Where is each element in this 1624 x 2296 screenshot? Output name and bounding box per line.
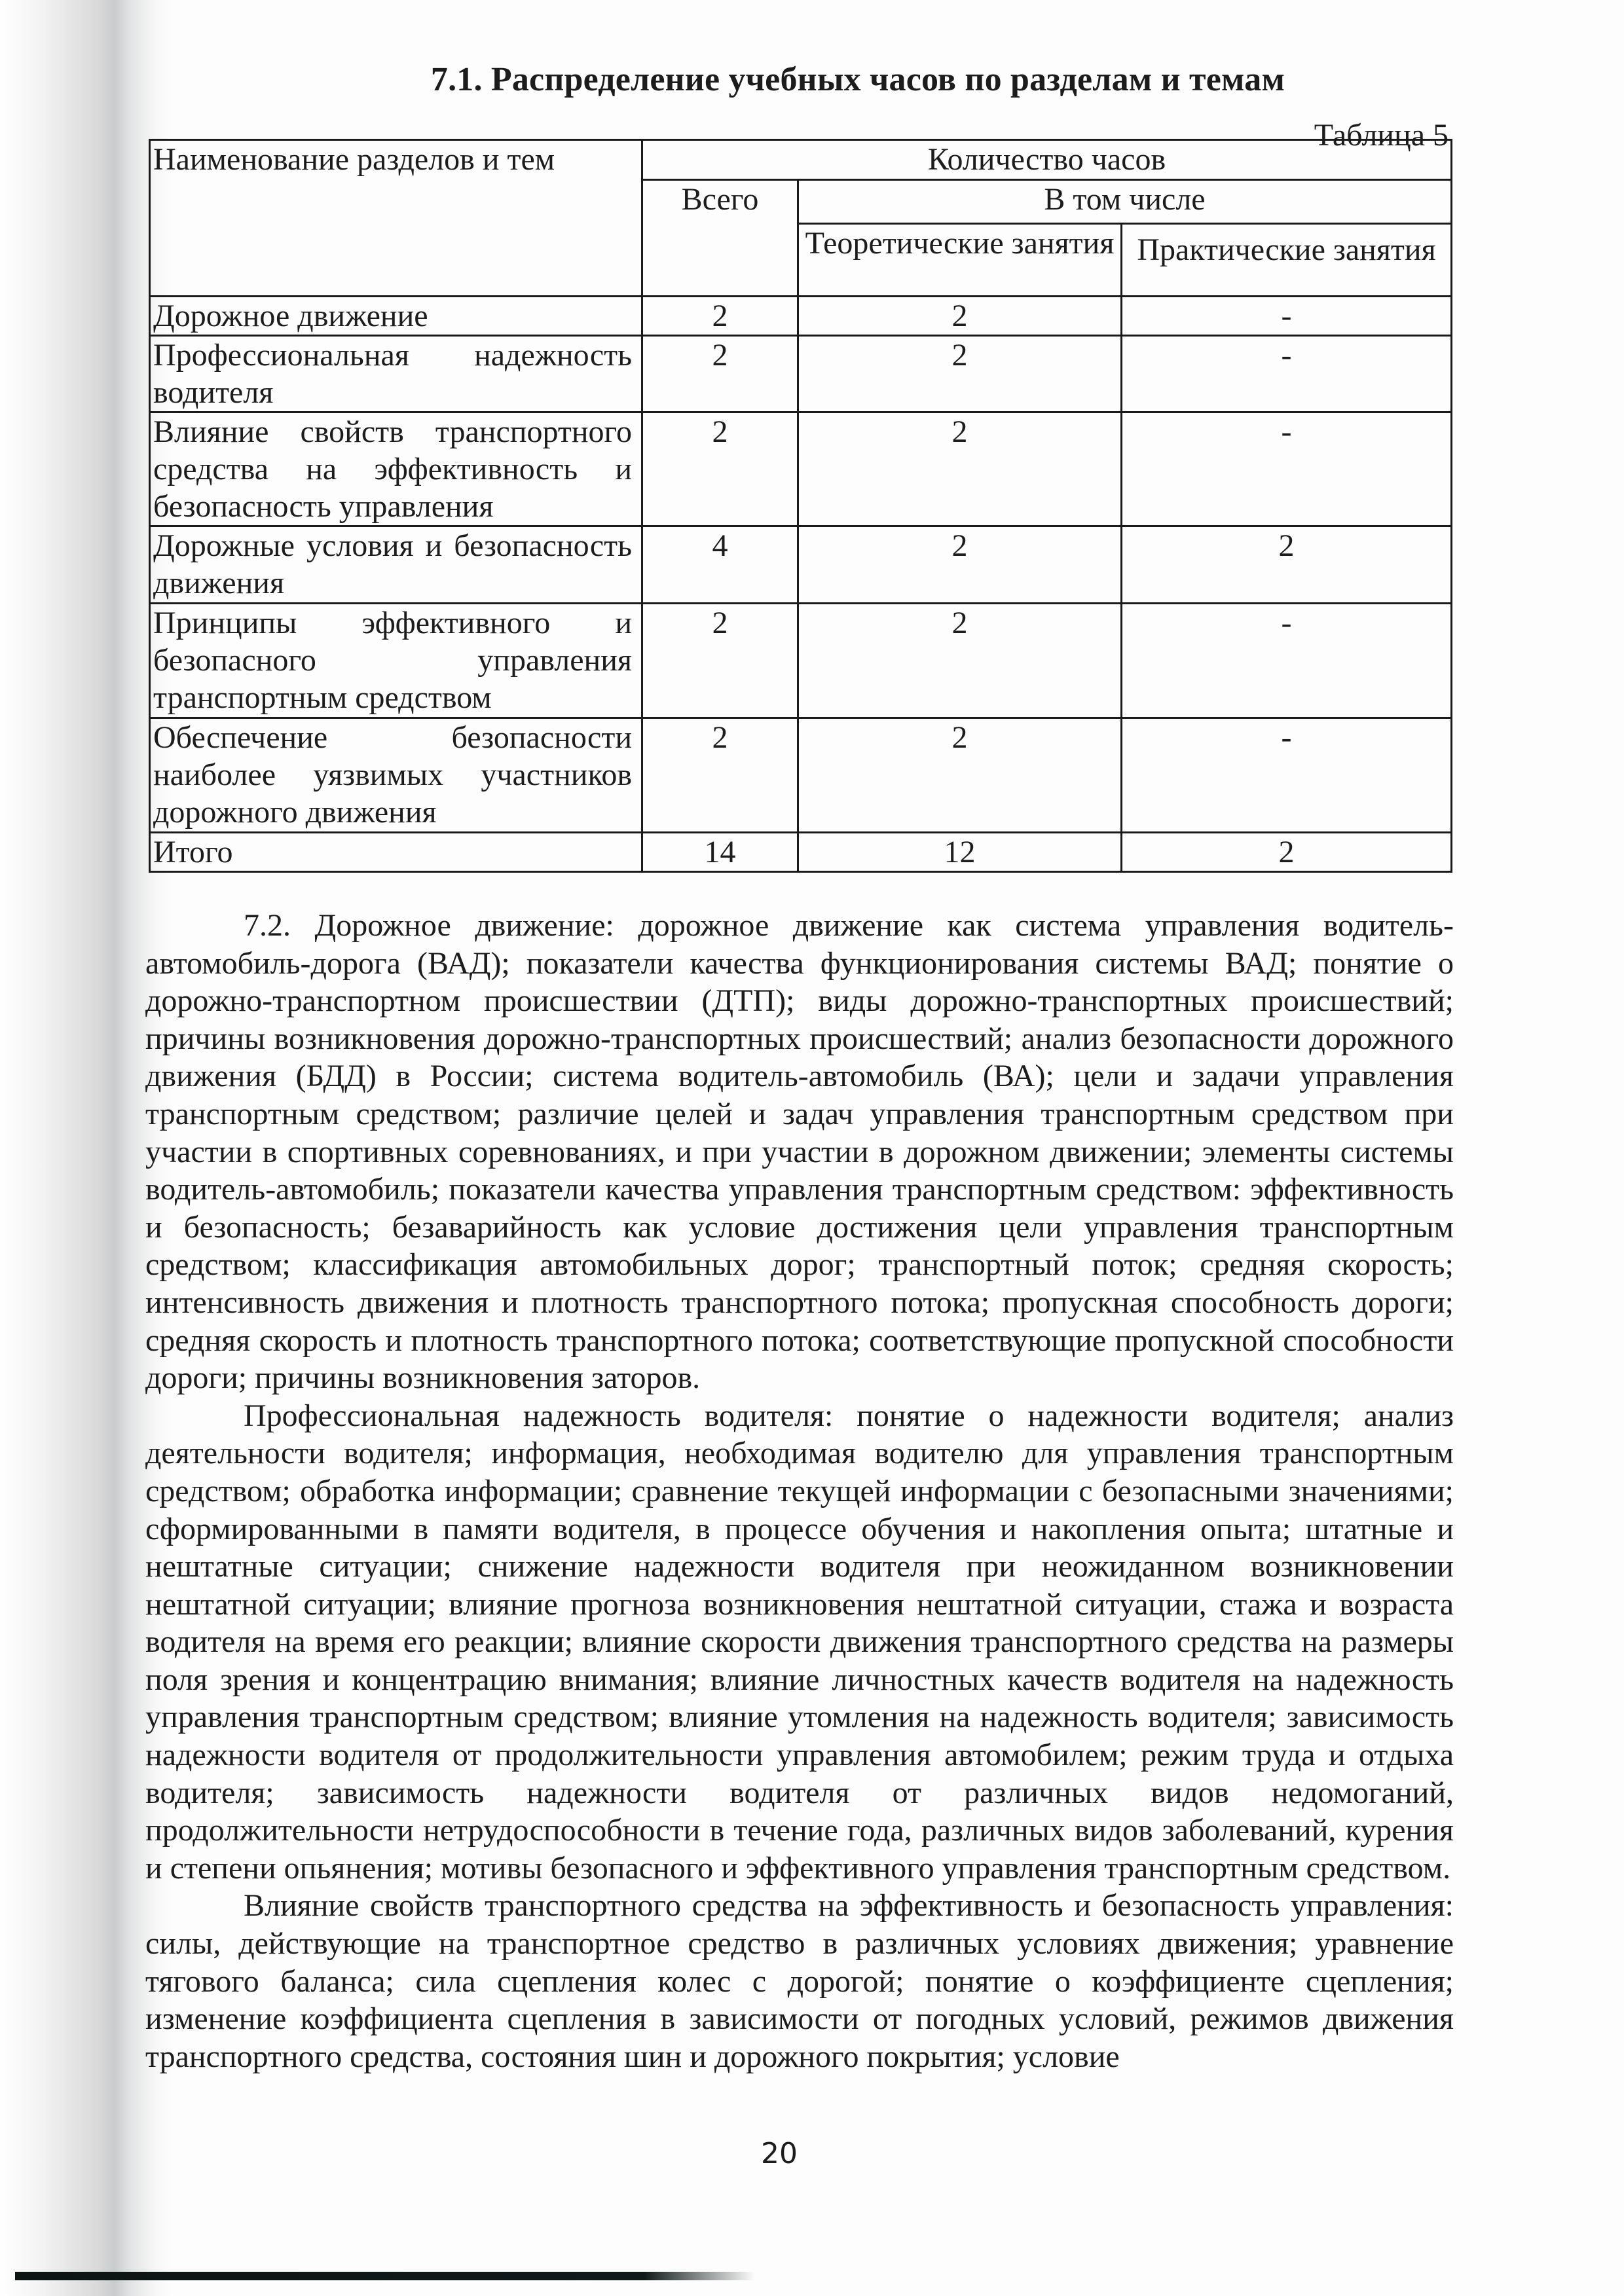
header-hours: Количество часов xyxy=(642,140,1452,180)
row-practice: - xyxy=(1122,412,1452,526)
total-hours: 14 xyxy=(642,833,798,872)
row-practice: - xyxy=(1122,718,1452,833)
header-name: Наименование разделов и тем xyxy=(150,140,642,297)
table-row xyxy=(150,526,1452,604)
total-theory: 12 xyxy=(798,833,1122,872)
row-theory: 2 xyxy=(798,336,1122,412)
total-row xyxy=(150,833,1452,872)
paragraph-road-traffic: 7.2. Дорожное движение: дорожное движение как система управления водитель-автомобиль-дорога (ВАД); показатели качества функционирования системы ВАД; понятие о дорожно-транспортном происшествии (ДТП); виды дорожно-транспортных происшествий; причины возникновения дорожно-транспортных происшествий; анализ безопасности дорожного движения (БДД) в России; система водитель-автомобиль (ВА); цели и задачи управления транспортным средством; различие целей и задач управления транспортным средством при участии в спортивных соревнованиях, и при участии в дорожном движении; элементы системы водитель-автомобиль; показатели качества управления транспортным средством: эффективность и безопасность; безаварийность как условие достижения цели управления транспортным средством; классификация автомобильных дорог; транспортный поток; средняя скорость; интенсивность движения и плотность транспортного потока; пропускная способность дороги; средняя скорость и плотность транспортного потока; соответствующие пропускной способности дороги; причины возникновения заторов. xyxy=(145,908,1454,1396)
scan-edge-shadow xyxy=(0,0,170,2296)
table-row xyxy=(150,604,1452,718)
total-label: Итого xyxy=(150,833,642,872)
row-name: Принципы эффективного и безопасного управления транспортным средством xyxy=(150,604,642,718)
row-theory: 2 xyxy=(798,412,1122,526)
row-theory: 2 xyxy=(798,526,1122,604)
row-name: Обеспечение безопасности наиболее уязвимых участников дорожного движения xyxy=(150,718,642,833)
scan-bottom-edge xyxy=(15,2272,755,2280)
table-row xyxy=(150,718,1452,833)
row-name: Дорожные условия и безопасность движения xyxy=(150,526,642,604)
header-row xyxy=(150,140,1452,180)
section-heading: 7.1. Распределение учебных часов по разделам и темам xyxy=(430,61,1285,98)
total-practice: 2 xyxy=(1122,833,1452,872)
table-label: Таблица 5 xyxy=(1314,118,1449,153)
paragraph-vehicle-properties: Влияние свойств транспортного средства на эффективность и безопасность управления: силы, действующие на транспортное средство в различных условиях движения; уравнение тягового баланса; сила сцепления колес с дорогой; понятие о коэффициенте сцепления; изменение коэффициента сцепления в зависимости от погодных условий, режимов движения транспортного средства, состояния шин и дорожного покрытия; условие xyxy=(145,1888,1454,2074)
row-practice: - xyxy=(1122,297,1452,336)
row-total: 2 xyxy=(642,336,798,412)
page-number: 20 xyxy=(761,2137,798,2170)
row-practice: - xyxy=(1122,604,1452,718)
table-row xyxy=(150,297,1452,336)
row-theory: 2 xyxy=(798,718,1122,833)
hours-table xyxy=(149,139,1452,873)
header-total: Всего xyxy=(642,180,798,297)
row-total: 2 xyxy=(642,604,798,718)
body-text xyxy=(145,907,1454,2075)
header-theory: Теоретические занятия xyxy=(798,224,1122,297)
row-theory: 2 xyxy=(798,297,1122,336)
header-including: В том числе xyxy=(798,180,1452,224)
row-total: 2 xyxy=(642,718,798,833)
row-name: Влияние свойств транспортного средства на эффективность и безопасность управления xyxy=(150,412,642,526)
row-name: Дорожное движение xyxy=(150,297,642,336)
paragraph-driver-reliability: Профессиональная надежность водителя: понятие о надежности водителя; анализ деятельности водителя; информация, необходимая водителю для управления транспортным средством; обработка информации; сравнение текущей информации с безопасными значениями; сформированными в памяти водителя, в процессе обучения и накопления опыта; штатные и нештатные ситуации; снижение надежности водителя при неожиданном возникновении нештатной ситуации; влияние прогноза возникновения нештатной ситуации, стажа и возраста водителя на время его реакции; влияние скорости движения транспортного средства на размеры поля зрения и концентрацию внимания; влияние личностных качеств водителя на надежность управления транспортным средством; влияние утомления на надежность водителя; зависимость надежности водителя от продолжительности управления автомобилем; режим труда и отдыха водителя; зависимость надежности водителя от различных видов недомоганий, продолжительности нетрудоспособности в течение года, различных видов заболеваний, курения и степени опьянения; мотивы безопасного и эффективного управления транспортным средством. xyxy=(145,1398,1454,1886)
header-practice: Практические занятия xyxy=(1122,224,1452,297)
row-practice: 2 xyxy=(1122,526,1452,604)
row-total: 4 xyxy=(642,526,798,604)
row-total: 2 xyxy=(642,297,798,336)
row-theory: 2 xyxy=(798,604,1122,718)
row-total: 2 xyxy=(642,412,798,526)
table-row xyxy=(150,412,1452,526)
row-practice: - xyxy=(1122,336,1452,412)
table-row xyxy=(150,336,1452,412)
row-name: Профессиональная надежность водителя xyxy=(150,336,642,412)
